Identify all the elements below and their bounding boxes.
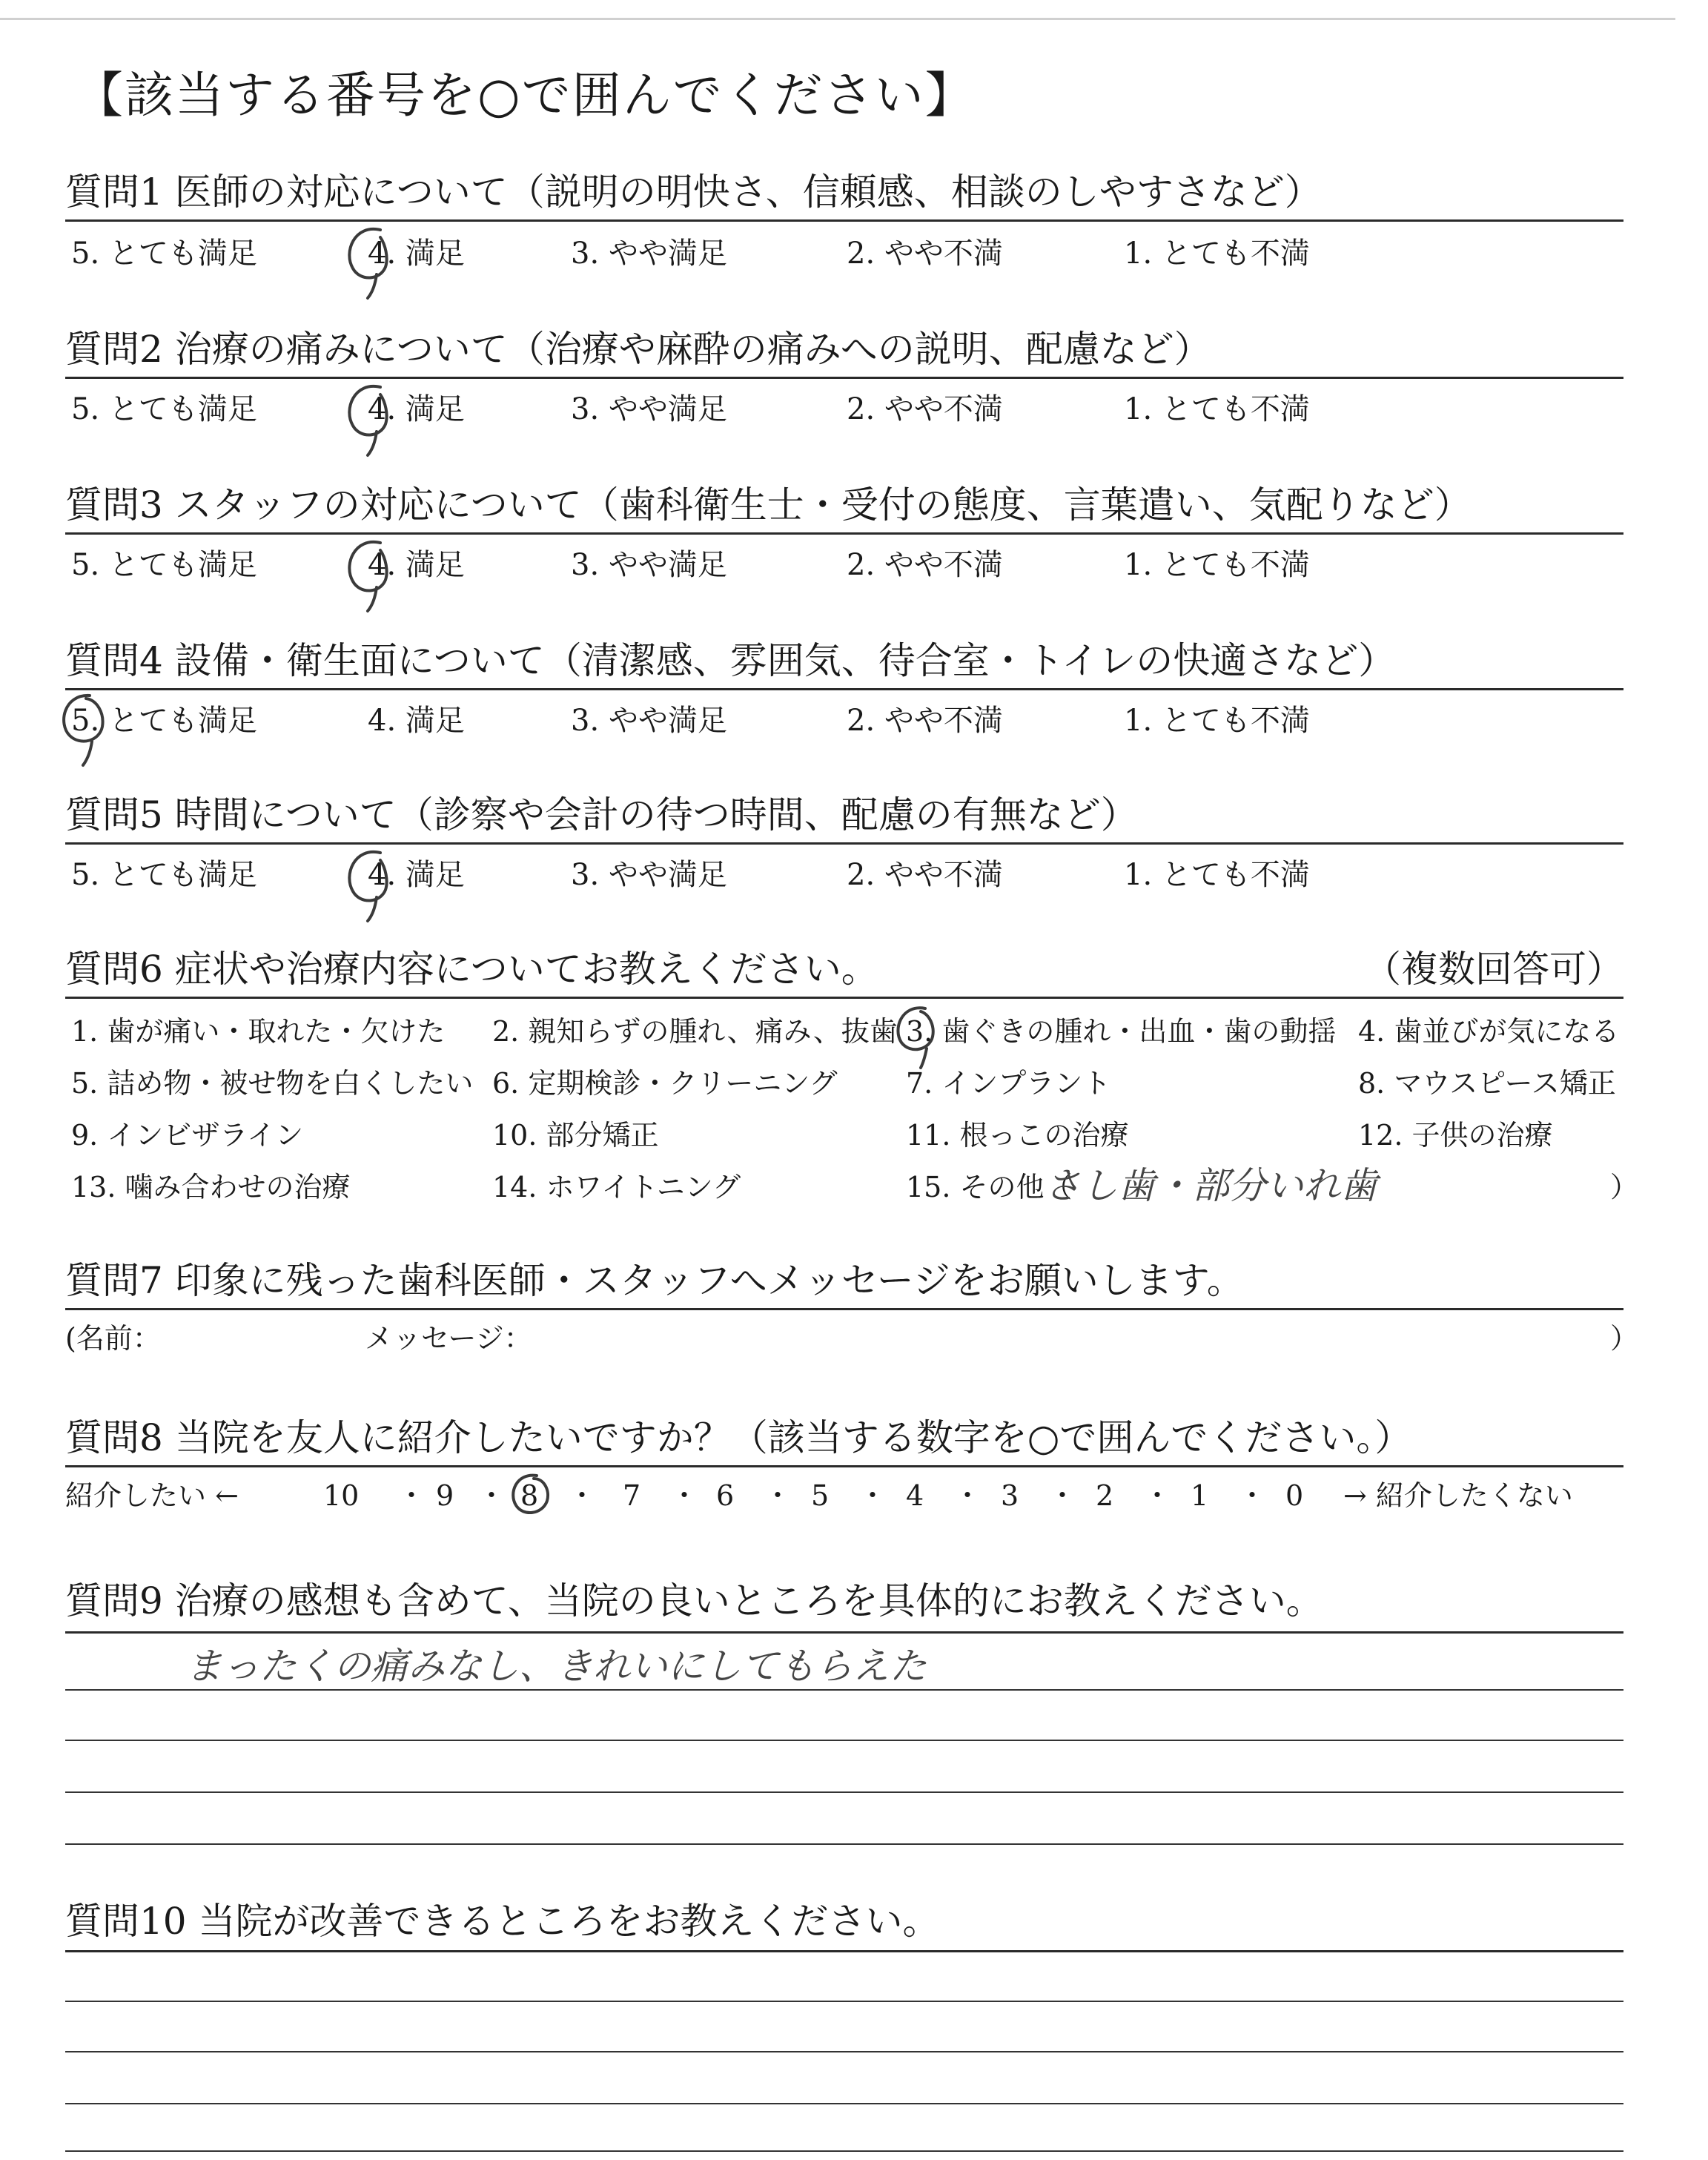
name-label: (名前： xyxy=(65,1322,161,1355)
question-2-rule xyxy=(65,377,1623,379)
scale-separator: ・ xyxy=(953,1479,982,1512)
answer-line xyxy=(65,2001,1623,2002)
rating-1[interactable]: 1. とても不満 xyxy=(1124,392,1310,426)
question-4-rule xyxy=(65,688,1623,690)
rating-3[interactable]: 3. やや満足 xyxy=(571,548,727,582)
question-6-rule xyxy=(65,997,1623,999)
rating-1[interactable]: 1. とても不満 xyxy=(1124,548,1310,582)
question-5-heading: 質問5 時間について（診察や会計の待つ時間、配慮の有無など） xyxy=(65,793,1138,836)
symptom-option-9[interactable]: 9. インビザライン xyxy=(71,1119,304,1152)
rating-4[interactable]: 4. 満足 xyxy=(368,858,465,892)
question-6-note: （複数回答可） xyxy=(1364,948,1623,991)
rating-3[interactable]: 3. やや満足 xyxy=(571,392,727,426)
scale-10[interactable]: 10 xyxy=(323,1479,360,1512)
scale-4[interactable]: 4 xyxy=(906,1479,924,1512)
q5-selection-circle xyxy=(340,845,406,927)
answer-line xyxy=(65,2051,1623,2052)
q1-selection-circle xyxy=(340,222,406,304)
rating-5[interactable]: 5. とても満足 xyxy=(71,237,257,271)
scale-9[interactable]: 9 xyxy=(436,1479,454,1512)
rating-5[interactable]: 5. とても満足 xyxy=(71,392,257,426)
rating-1[interactable]: 1. とても不満 xyxy=(1124,704,1310,738)
scale-right-label: → 紹介したくない xyxy=(1343,1479,1573,1512)
question-9-rule xyxy=(65,1631,1623,1634)
scale-6[interactable]: 6 xyxy=(716,1479,735,1512)
rating-3[interactable]: 3. やや満足 xyxy=(571,704,727,738)
symptom-option-8[interactable]: 8. マウスピース矯正 xyxy=(1358,1067,1616,1100)
rating-1[interactable]: 1. とても不満 xyxy=(1124,858,1310,892)
rating-4[interactable]: 4. 満足 xyxy=(368,392,465,426)
rating-1[interactable]: 1. とても不満 xyxy=(1124,237,1310,271)
answer-line xyxy=(65,1791,1623,1793)
scale-separator: ・ xyxy=(858,1479,887,1512)
message-close-paren: ） xyxy=(1610,1322,1639,1355)
scale-separator: ・ xyxy=(1048,1479,1077,1512)
good-points-handwritten-answer: まったくの痛みなし、きれいにしてもらえた xyxy=(185,1645,927,1688)
question-7-heading: 質問7 印象に残った歯科医師・スタッフへメッセージをお願いします。 xyxy=(65,1259,1244,1302)
q8-selection-circle xyxy=(504,1468,563,1535)
scale-2[interactable]: 2 xyxy=(1096,1479,1114,1512)
question-1-heading: 質問1 医師の対応について（説明の明快さ、信頼感、相談のしやすさなど） xyxy=(65,171,1322,214)
symptom-option-2[interactable]: 2. 親知らずの腫れ、痛み、抜歯 xyxy=(492,1015,898,1048)
answer-line xyxy=(65,1843,1623,1845)
symptom-option-10[interactable]: 10. 部分矯正 xyxy=(492,1119,659,1152)
symptom-option-15-other[interactable]: 15. その他（ xyxy=(906,1171,1073,1203)
scale-3[interactable]: 3 xyxy=(1001,1479,1019,1512)
message-label: メッセージ： xyxy=(365,1322,532,1355)
question-10-rule xyxy=(65,1950,1623,1952)
question-5-rule xyxy=(65,842,1623,845)
other-handwritten-answer: さし歯・部分いれ歯 xyxy=(1044,1164,1377,1207)
symptom-option-14[interactable]: 14. ホワイトニング xyxy=(492,1171,741,1203)
symptom-option-13[interactable]: 13. 噛み合わせの治療 xyxy=(71,1171,351,1203)
question-7-rule xyxy=(65,1308,1623,1310)
answer-line xyxy=(65,2103,1623,2104)
q2-selection-circle xyxy=(340,380,406,461)
scale-left-label: 紹介したい ← xyxy=(65,1479,239,1512)
scale-separator: ・ xyxy=(1143,1479,1172,1512)
scale-0[interactable]: 0 xyxy=(1285,1479,1304,1512)
symptom-option-4[interactable]: 4. 歯並びが気になる xyxy=(1358,1015,1620,1048)
question-4-heading: 質問4 設備・衛生面について（清潔感、雰囲気、待合室・トイレの快適さなど） xyxy=(65,639,1396,682)
symptom-option-5[interactable]: 5. 詰め物・被せ物を白くしたい xyxy=(71,1067,474,1100)
symptom-option-11[interactable]: 11. 根っこの治療 xyxy=(906,1119,1129,1152)
question-8-heading: 質問8 当院を友人に紹介したいですか？（該当する数字を○で囲んでください。） xyxy=(65,1416,1412,1459)
rating-2[interactable]: 2. やや不満 xyxy=(847,548,1003,582)
scale-separator: ・ xyxy=(477,1479,506,1512)
rating-4[interactable]: 4. 満足 xyxy=(368,548,465,582)
question-9-heading: 質問9 治療の感想も含めて、当院の良いところを具体的にお教えください。 xyxy=(65,1579,1323,1622)
symptom-option-6[interactable]: 6. 定期検診・クリーニング xyxy=(492,1067,838,1100)
rating-2[interactable]: 2. やや不満 xyxy=(847,392,1003,426)
rating-2[interactable]: 2. やや不満 xyxy=(847,704,1003,738)
question-3-rule xyxy=(65,532,1623,535)
top-rule xyxy=(0,18,1675,20)
scale-separator: ・ xyxy=(568,1479,597,1512)
scale-separator: ・ xyxy=(670,1479,699,1512)
rating-3[interactable]: 3. やや満足 xyxy=(571,858,727,892)
rating-5[interactable]: 5. とても満足 xyxy=(71,548,257,582)
question-10-heading: 質問10 当院が改善できるところをお教えください。 xyxy=(65,1900,940,1943)
rating-5[interactable]: 5. とても満足 xyxy=(71,704,257,738)
symptom-option-3[interactable]: 3. 歯ぐきの腫れ・出血・歯の動揺 xyxy=(906,1015,1337,1048)
answer-line xyxy=(65,2150,1623,2152)
page-title: 【該当する番号を○で囲んでください】 xyxy=(74,67,976,124)
other-close-paren: ） xyxy=(1610,1171,1639,1203)
question-6-heading: 質問6 症状や治療内容についてお教えください。 xyxy=(65,948,878,991)
q3-selection-circle xyxy=(340,535,406,617)
symptom-option-12[interactable]: 12. 子供の治療 xyxy=(1358,1119,1553,1152)
symptom-option-7[interactable]: 7. インプラント xyxy=(906,1067,1111,1100)
rating-2[interactable]: 2. やや不満 xyxy=(847,858,1003,892)
symptom-option-1[interactable]: 1. 歯が痛い・取れた・欠けた xyxy=(71,1015,446,1048)
q6-selection-circle xyxy=(888,1001,955,1075)
scale-separator: ・ xyxy=(1238,1479,1267,1512)
question-1-rule xyxy=(65,219,1623,222)
scale-1[interactable]: 1 xyxy=(1191,1479,1209,1512)
rating-4[interactable]: 4. 満足 xyxy=(368,704,465,738)
q4-selection-circle xyxy=(56,690,123,771)
question-8-rule xyxy=(65,1465,1623,1467)
scale-separator: ・ xyxy=(397,1479,426,1512)
scale-5[interactable]: 5 xyxy=(811,1479,830,1512)
rating-5[interactable]: 5. とても満足 xyxy=(71,858,257,892)
rating-4[interactable]: 4. 満足 xyxy=(368,237,465,271)
rating-2[interactable]: 2. やや不満 xyxy=(847,237,1003,271)
answer-line xyxy=(65,1740,1623,1741)
question-3-heading: 質問3 スタッフの対応について（歯科衛生士・受付の態度、言葉遣い、気配りなど） xyxy=(65,483,1472,526)
rating-3[interactable]: 3. やや満足 xyxy=(571,237,727,271)
scale-8[interactable]: 8 xyxy=(520,1479,539,1512)
scale-7[interactable]: 7 xyxy=(623,1479,641,1512)
question-2-heading: 質問2 治療の痛みについて（治療や麻酔の痛みへの説明、配慮など） xyxy=(65,328,1211,371)
scale-separator: ・ xyxy=(764,1479,792,1512)
answer-line xyxy=(65,1689,1623,1691)
